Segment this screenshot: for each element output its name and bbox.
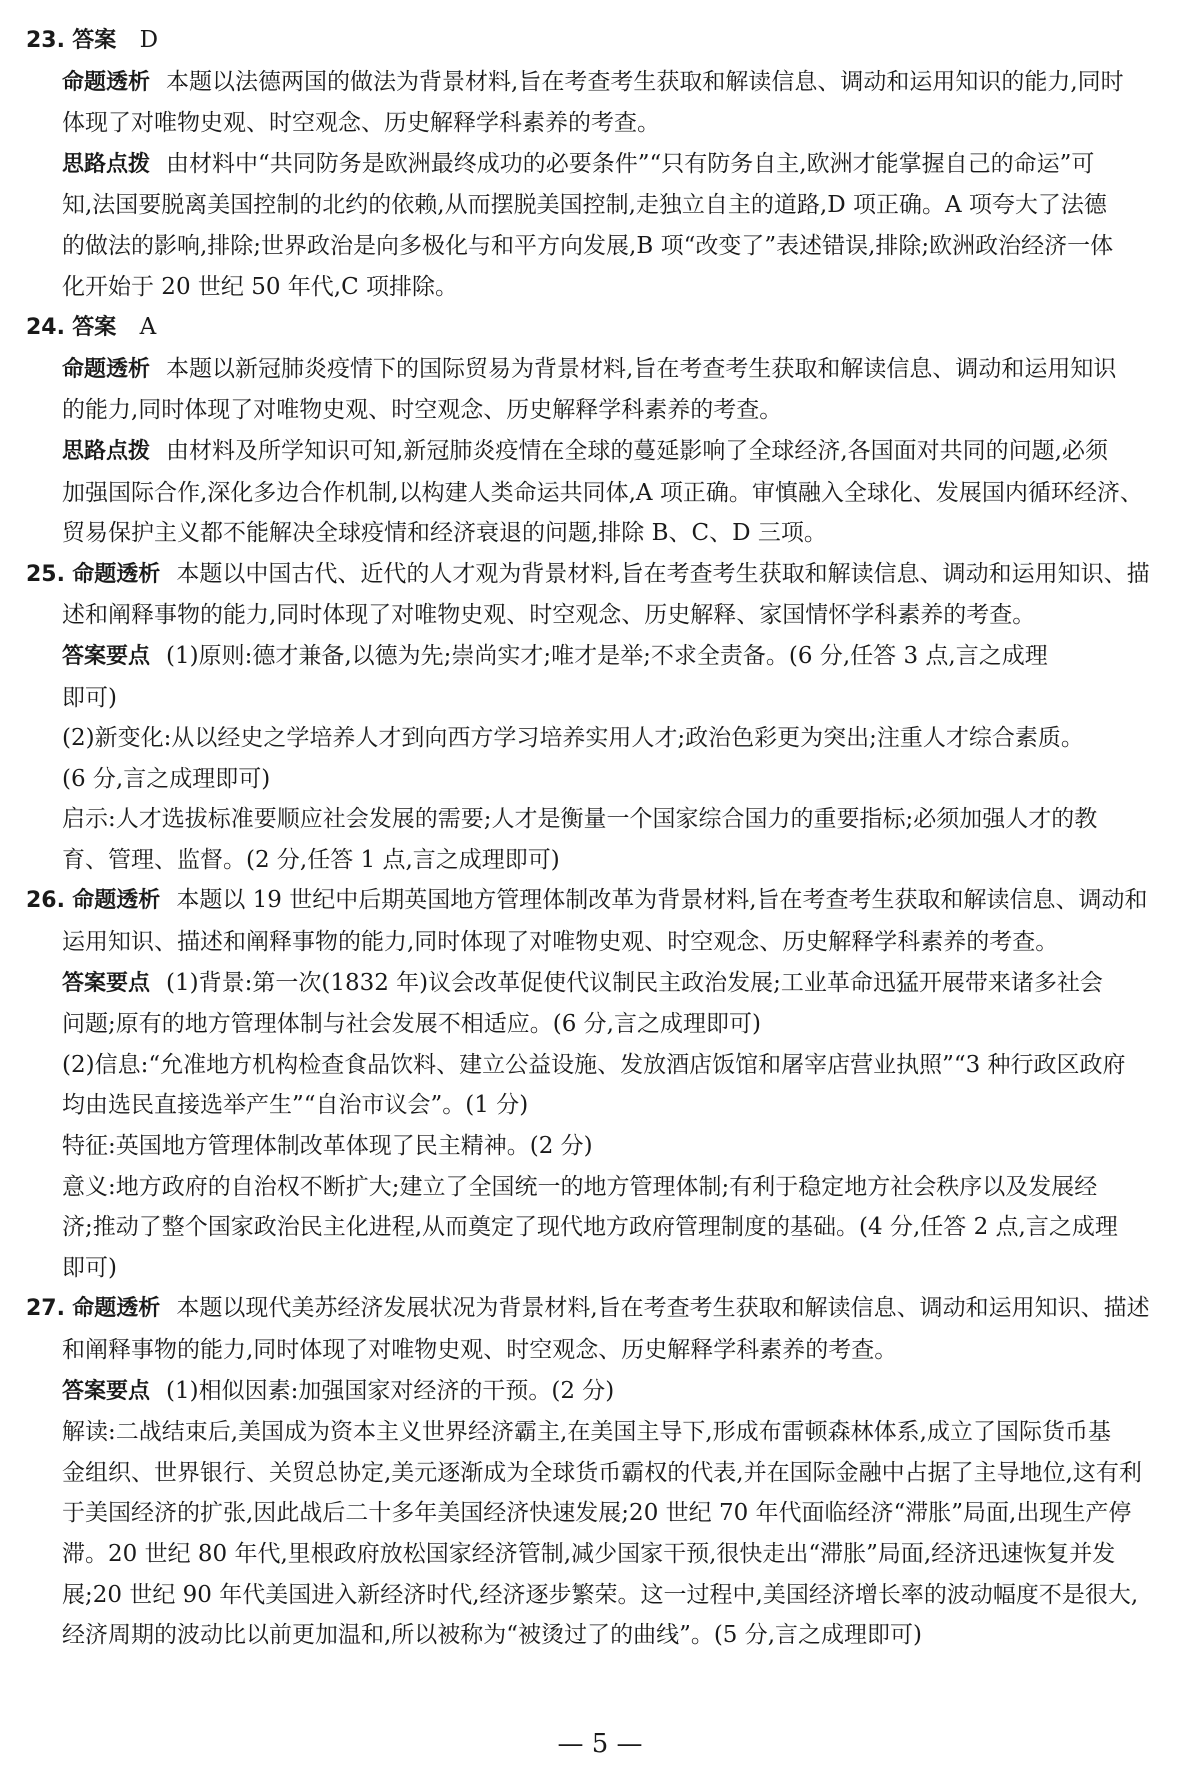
q26-key-line-1: [26, 963, 1178, 1005]
q26-extra-line-6: 即可): [62, 1254, 117, 1281]
q27-key-line-1: [26, 1371, 1178, 1413]
q25-extra-line-2: (6 分,言之成理即可): [62, 765, 271, 792]
analysis-text: 本题以法德两国的做法为背景材料,旨在考查考生获取和解读信息、调动和运用知识的能力,同时: [166, 68, 1124, 95]
q24-hint-line-2: 加强国际合作,深化多边合作机制,以构建人类命运共同体,A 项正确。审慎融入全球化、发展国内循环经济、: [62, 479, 1143, 506]
answer-page: [26, 20, 1178, 1656]
key-points-label: 答案要点: [62, 643, 151, 669]
q25-key-line-2: 即可): [62, 684, 117, 711]
q25-extra-line-4: 育、管理、监督。(2 分,任答 1 点,言之成理即可): [62, 846, 560, 873]
analysis-label: 命题透析: [72, 888, 161, 914]
q27-analysis-line-1: [26, 1288, 1178, 1330]
hint-label: 思路点拨: [62, 438, 151, 464]
q26-key-line-2: 问题;原有的地方管理体制与社会发展不相适应。(6 分,言之成理即可): [62, 1011, 761, 1038]
answer-value: D: [139, 27, 159, 53]
question-26: [26, 880, 1178, 1288]
q23-hint-line-3: 的做法的影响,排除;世界政治是向多极化与和平方向发展,B 项“改变了”表述错误,排除;欧洲政治经济一体: [62, 232, 1114, 259]
page-number: — 5 —: [557, 1729, 643, 1759]
q25-analysis-line-1: [26, 554, 1178, 596]
q23-answer-line: [26, 20, 1178, 62]
question-number: 25.: [26, 561, 65, 587]
key-points-label: 答案要点: [62, 970, 151, 996]
analysis-text: 本题以新冠肺炎疫情下的国际贸易为背景材料,旨在考查考生获取和解读信息、调动和运用知识: [166, 355, 1117, 382]
q23-analysis-line-1: [26, 62, 1178, 104]
q23-hint-line-1: [26, 144, 1178, 186]
answer-label: 答案: [72, 28, 117, 53]
q23-analysis-line-2: 体现了对唯物史观、时空观念、历史解释学科素养的考查。: [62, 110, 660, 137]
question-24: [26, 307, 1178, 554]
q25-analysis-line-2: 述和阐释事物的能力,同时体现了对唯物史观、时空观念、历史解释、家国情怀学科素养的考查。: [62, 602, 1036, 629]
q25-extra-line-3: 启示:人才选拔标准要顺应社会发展的需要;人才是衡量一个国家综合国力的重要指标;必须加强人才的教: [62, 806, 1098, 833]
q25-key-line-1: [26, 636, 1178, 678]
key-points-text: (1)背景:第一次(1832 年)议会改革促使代议制民主政治发展;工业革命迅猛开展带来诸多社会: [166, 969, 1103, 996]
question-number: 26.: [26, 888, 65, 914]
key-points-label: 答案要点: [62, 1378, 151, 1404]
q27-extra-line-2: 金组织、世界银行、关贸总协定,美元逐渐成为全球货币霸权的代表,并在国际金融中占据了主导地位,这有利: [62, 1459, 1142, 1486]
question-27: [26, 1288, 1178, 1655]
answer-value: A: [139, 314, 157, 341]
key-points-text: (1)相似因素:加强国家对经济的干预。(2 分): [166, 1377, 615, 1404]
q27-extra-line-6: 经济周期的波动比以前更加温和,所以被称为“被烫过了的曲线”。(5 分,言之成理即可): [62, 1622, 923, 1649]
q26-extra-line-1: (2)信息:“允准地方机构检查食品饮料、建立公益设施、发放酒店饭馆和屠宰店营业执照”“3 种行政区政府: [62, 1051, 1126, 1078]
hint-text: 由材料及所学知识可知,新冠肺炎疫情在全球的蔓延影响了全球经济,各国面对共同的问题,必须: [166, 437, 1108, 464]
q24-analysis-line-1: [26, 349, 1178, 391]
q23-hint-line-2: 知,法国要脱离美国控制的北约的依赖,从而摆脱美国控制,走独立自主的道路,D 项正确。A 项夸大了法德: [62, 192, 1107, 219]
question-number: 23.: [26, 28, 65, 53]
analysis-text: 本题以中国古代、近代的人才观为背景材料,旨在考查考生获取和解读信息、调动和运用知识、描: [176, 560, 1150, 587]
analysis-text: 本题以 19 世纪中后期英国地方管理体制改革为背景材料,旨在考查考生获取和解读信息、调动和: [176, 887, 1148, 914]
q27-extra-line-3: 于美国经济的扩张,因此战后二十多年美国经济快速发展;20 世纪 70 年代面临经济“滞胀”局面,出现生产停: [62, 1500, 1132, 1527]
analysis-label: 命题透析: [72, 561, 161, 587]
q24-hint-line-3: 贸易保护主义都不能解决全球疫情和经济衰退的问题,排除 B、C、D 三项。: [62, 520, 827, 547]
analysis-label: 命题透析: [62, 356, 151, 382]
q23-hint-line-4: 化开始于 20 世纪 50 年代,C 项排除。: [62, 273, 458, 300]
q27-analysis-line-2: 和阐释事物的能力,同时体现了对唯物史观、时空观念、历史解释学科素养的考查。: [62, 1337, 898, 1363]
q26-extra-line-5: 济;推动了整个国家政治民主化进程,从而奠定了现代地方政府管理制度的基础。(4 分,任答 2 点,言之成理: [62, 1214, 1118, 1241]
key-points-text: (1)原则:德才兼备,以德为先;崇尚实才;唯才是举;不求全责备。(6 分,任答 3 点,言之成理: [166, 642, 1048, 669]
q27-extra-line-1: 解读:二战结束后,美国成为资本主义世界经济霸主,在美国主导下,形成布雷顿森林体系,成立了国际货币基: [62, 1419, 1111, 1446]
q27-extra-line-5: 展;20 世纪 90 年代美国进入新经济时代,经济逐步繁荣。这一过程中,美国经济增长率的波动幅度不是很大,: [62, 1581, 1139, 1608]
analysis-text: 本题以现代美苏经济发展状况为背景材料,旨在考查考生获取和解读信息、调动和运用知识、描述: [176, 1295, 1150, 1322]
question-number: 24.: [26, 315, 65, 341]
q26-extra-line-2: 均由选民直接选举产生”“自治市议会”。(1 分): [62, 1092, 529, 1119]
q26-extra-line-3: 特征:英国地方管理体制改革体现了民主精神。(2 分): [62, 1133, 593, 1160]
analysis-label: 命题透析: [62, 69, 151, 95]
q24-hint-line-1: [26, 431, 1178, 473]
q26-extra-line-4: 意义:地方政府的自治权不断扩大;建立了全国统一的地方管理体制;有利于稳定地方社会秩序以及发展经: [62, 1173, 1098, 1200]
question-number: 27.: [26, 1296, 65, 1322]
q26-analysis-line-1: [26, 880, 1178, 922]
answer-label: 答案: [72, 315, 117, 341]
q24-analysis-line-2: 的能力,同时体现了对唯物史观、时空观念、历史解释学科素养的考查。: [62, 397, 783, 424]
q26-analysis-line-2: 运用知识、描述和阐释事物的能力,同时体现了对唯物史观、时空观念、历史解释学科素养的考查。: [62, 929, 1059, 956]
question-23: [26, 20, 1178, 307]
q24-answer-line: [26, 307, 1178, 349]
hint-label: 思路点拨: [62, 151, 151, 177]
question-25: [26, 554, 1178, 881]
q25-extra-line-1: (2)新变化:从以经史之学培养人才到向西方学习培养实用人才;政治色彩更为突出;注重人才综合素质。: [62, 725, 1084, 752]
analysis-label: 命题透析: [72, 1296, 161, 1322]
q27-extra-line-4: 滞。20 世纪 80 年代,里根政府放松国家经济管制,减少国家干预,很快走出“滞胀”局面,经济迅速恢复并发: [62, 1540, 1116, 1567]
hint-text: 由材料中“共同防务是欧洲最终成功的必要条件”“只有防务自主,欧洲才能掌握自己的命运”可: [166, 150, 1095, 177]
